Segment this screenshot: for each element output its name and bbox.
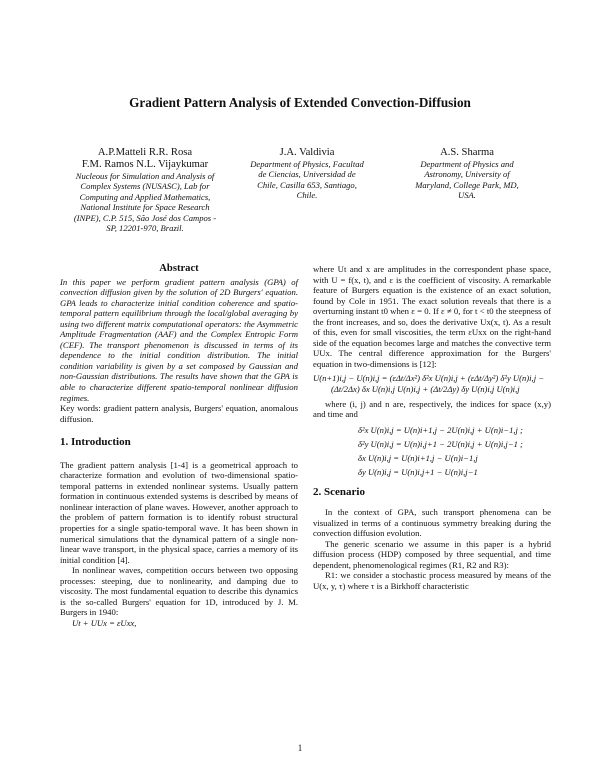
scenario-paragraph-2: The generic scenario we assume in this paper is a hybrid diffusion process (HDP) composed by three sequential, and time dependent, phenomenological regimes (R1, R2 and R3): <box>313 538 551 570</box>
right-paragraph-2: where (i, j) and n are, respectively, the indices for space (x,y) and time and <box>313 398 551 420</box>
affil-line: SP, 12201-970, Brazil. <box>106 223 184 234</box>
affil-line: National Institute for Space Research <box>80 202 210 213</box>
equation-line-1: U(n+1)i,j − U(n)i,j = (εΔt/Δx²) δ²x U(n)i,j + (εΔt/Δy²) δ²y U(n)i,j − <box>313 373 545 384</box>
operator-def-4: δy U(n)i,j = U(n)i,j+1 − U(n)i,j−1 <box>358 466 478 477</box>
author-group-2 <box>238 147 376 201</box>
scenario-paragraph-1: In the context of GPA, such transport phenomena can be visualized in terms of a continuous symmetry breaking during the convection diffusion evolution. <box>313 507 551 539</box>
author-names-1a: A.P.Matteli R.R. Rosa <box>97 147 193 158</box>
affil-line: Chile, Casilla 653, Santiago, <box>257 179 357 190</box>
right-paragraph-1: where Ut and x are amplitudes in the correspondent phase space, with U = f(x, t), and ε is the coefficient of viscosity. A remarkable feature of Burgers equation is the existence of an exact solution, found by Cole in 1951. The exact solution reveals that there is a overturning instant t0 when ε = 0. If ε ≠ 0, for t < t0 the steepness of the front increases, and so, does the derivative Ux(x, t). As a result of this, even for small viscosities, the term εUxx on the right-hand side of the equation becomes large and matches the convective term UUx. The central difference approximation for the Burgers' equation in two-dimensions is [12]: <box>313 264 551 369</box>
affiliation-1 <box>60 171 230 233</box>
affil-line: Astronomy, University of <box>424 169 510 180</box>
operator-definitions <box>313 423 551 479</box>
operator-def-1: δ²x U(n)i,j = U(n)i+1,j − 2U(n)i,j + U(n)i−1,j ; <box>358 424 523 435</box>
operator-def-2: δ²y U(n)i,j = U(n)i,j+1 − 2U(n)i,j + U(n)i,j−1 ; <box>358 438 523 449</box>
scenario-paragraph-3: R1: we consider a stochastic process measured by means of the U(x, y, τ) where τ is a Birkhoff characteristic <box>313 570 551 592</box>
affil-line: Department of Physics, Facultad <box>250 159 364 169</box>
affil-line: Computing and Applied Mathematics, <box>79 191 211 202</box>
affil-line: Chile. <box>296 190 318 201</box>
affil-line: Department of Physics and <box>420 159 514 169</box>
author-names-1b: F.M. Ramos N.L. Vijaykumar <box>81 159 209 170</box>
author-names-3: A.S. Sharma <box>440 147 494 158</box>
affil-line: Maryland, College Park, MD, <box>415 179 519 190</box>
affil-line: Nucleous for Simulation and Analysis of <box>75 171 215 181</box>
affil-line: (INPE), C.P. 515, São José dos Campos - <box>73 212 217 223</box>
intro-heading: 1. Introduction <box>60 436 131 449</box>
burgers-equation: Ut + UUx = εUxx, <box>72 617 137 628</box>
abstract-heading: Abstract <box>159 263 199 274</box>
affiliation-3 <box>398 159 536 201</box>
operator-def-3: δx U(n)i,j = U(n)i+1,j − U(n)i−1,j <box>358 452 478 463</box>
author-group-1 <box>60 147 230 233</box>
affil-line: USA. <box>458 190 476 201</box>
equation-line-2: (Δt/2Δx) δx U(n)i,j U(n)i,j + (Δt/2Δy) δy U(n)i,j U(n)i,j <box>331 384 520 395</box>
scenario-heading: 2. Scenario <box>313 485 365 498</box>
page-number: 1 <box>297 743 303 753</box>
keywords: Key words: gradient pattern analysis, Burgers' equation, anomalous diffusion. <box>60 403 298 424</box>
affil-line: Complex Systems (NUSASC), Lab for <box>80 181 210 192</box>
affil-line: de Ciencias, Universidad de <box>258 169 356 180</box>
intro-paragraph-2: In nonlinear waves, competition occurs between two opposing processes: steeping, due to nonlinearity, and damping due to viscosity. The most fundamental equation to describe this dynamics is the so-called Burgers' equation for 1D, introduced by J. M. Burgers in 1940: <box>60 565 298 618</box>
left-column <box>60 264 298 629</box>
intro-paragraph-1: The gradient pattern analysis [1-4] is a geometrical approach to characterize formation and evolution of two-dimensional spatio-temporal patterns in extended nonlinear systems. Usually pattern formation in continuous extended systems is described by means of nonlinear interaction of plane waves. However, another approach to the problem of pattern formation is to identify robust structural properties for a single spatio-temporal wave. It has been shown in numerical simulations that the dynamical pattern of a single non-linear wave transport, in the physical space, carries a memory of its initial condition [4]. <box>60 459 298 565</box>
abstract-text: In this paper we perform gradient pattern analysis (GPA) of convection diffusion given by the solution of 2D Burgers' equation. GPA leads to characterize initial condition coherence and spatio-temporal pattern equilibrium through the local/global averaging by using two different matrix computational operators: the Asymmetric Amplitude Fragmentation (AAF) and the Complex Entropic Form (CEF). The transport phenomenon is discussed in terms of its dependence to the initial condition distribution. The initial condition variability is given by a set composed by Gaussian and non-Gaussian distributions. The results have shown that the GPA is able to characterize different spatio-temporal nonlinear diffusion regimes. <box>60 276 298 403</box>
right-column <box>313 264 551 592</box>
paper-title: Gradient Pattern Analysis of Extended Convection-Diffusion <box>129 95 471 110</box>
difference-equation <box>313 373 551 394</box>
affiliation-2 <box>238 159 376 201</box>
author-names-2: J.A. Valdivia <box>279 147 335 158</box>
author-group-3 <box>398 147 536 201</box>
